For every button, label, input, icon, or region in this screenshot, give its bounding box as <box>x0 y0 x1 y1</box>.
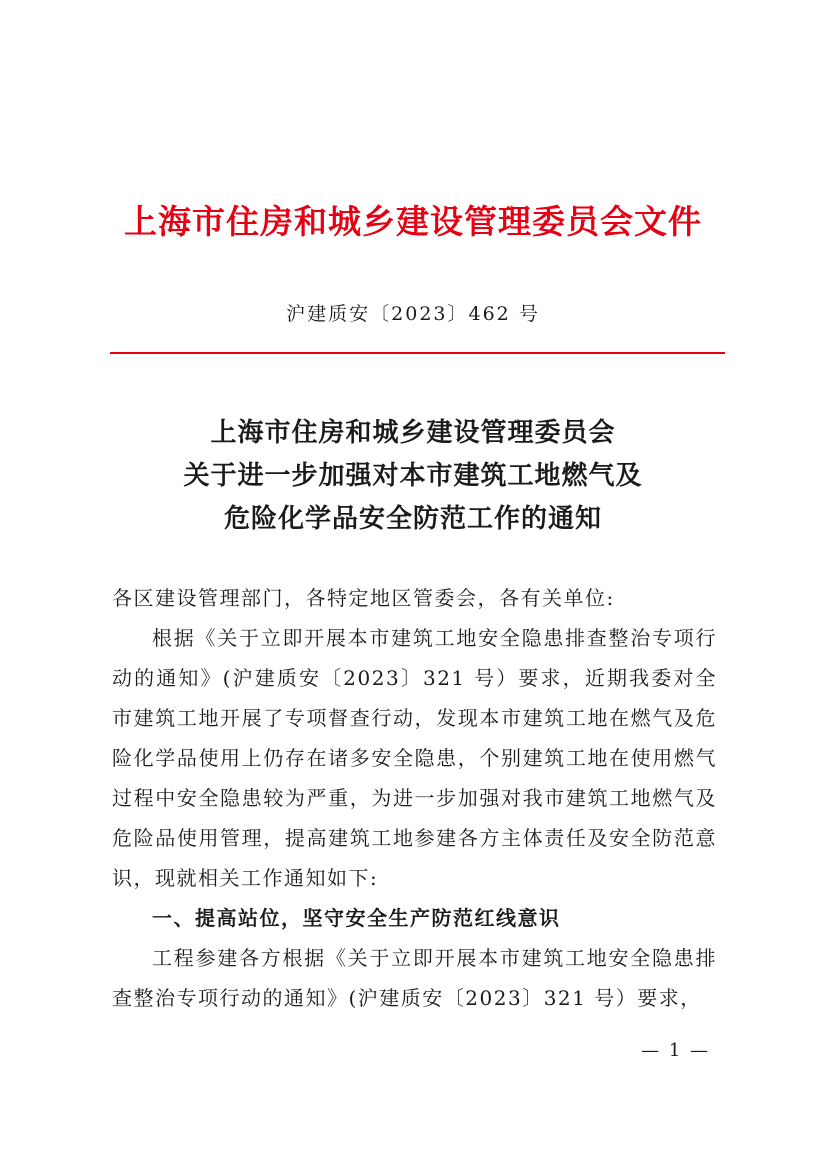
paragraph-2: 工程参建各方根据《关于立即开展本市建筑工地安全隐患排查整治专项行动的通知》(沪建质安〔2023〕321 号）要求， <box>112 946 717 1010</box>
document-number: 沪建质安〔2023〕462 号 <box>286 303 540 325</box>
body-text <box>112 578 717 1018</box>
notice-title <box>0 412 826 541</box>
red-divider <box>110 352 725 354</box>
title-line-1: 上海市住房和城乡建设管理委员会 <box>210 418 616 448</box>
section-1-heading: 一、提高站位，坚守安全生产防范红线意识 <box>152 906 561 930</box>
page-number: — 1 — <box>641 1040 710 1061</box>
salutation: 各区建设管理部门，各特定地区管委会，各有关单位: <box>112 586 615 610</box>
issuer-header: 上海市住房和城乡建设管理委员会文件 <box>124 202 702 241</box>
title-line-2: 关于进一步加强对本市建筑工地燃气及 <box>183 461 643 491</box>
title-line-3: 危险化学品安全防范工作的通知 <box>223 504 602 534</box>
paragraph-1: 根据《关于立即开展本市建筑工地安全隐患排查整治专项行动的通知》(沪建质安〔2023〕321 号）要求，近期我委对全市建筑工地开展了专项督查行动，发现本市建筑工地在燃气及危险化学品使用上仍存在诸多安全隐患，个别建筑工地在使用燃气过程中安全隐患较为严重，为进一步加强对我市建筑工地燃气及危险品使用管理，提高建筑工地参建各方主体责任及安全防范意识，现就相关工作通知如下: <box>112 626 717 890</box>
